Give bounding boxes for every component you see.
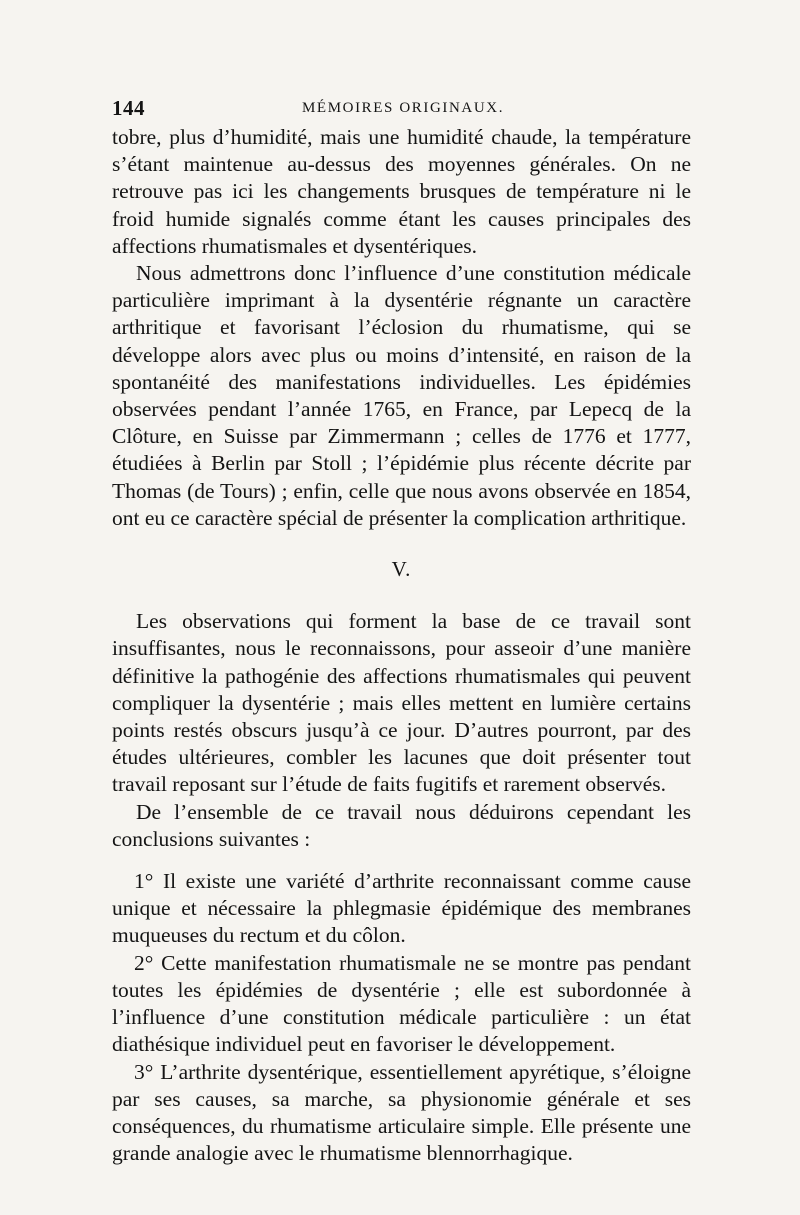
- spacer: [112, 853, 691, 868]
- paragraph-conclusions-intro: De l’ensemble de ce travail nous déduirons cependant les conclusions suivantes :: [112, 799, 691, 851]
- running-head: MÉMOIRES ORIGINAUX.: [302, 100, 505, 116]
- paragraph-continuation: tobre, plus d’humidité, mais une humidité chaude, la température s’étant maintenue au-dessus des moyennes générales. On ne retrouve pas ici les changements brusques de température ni le froid humide signalés comme étant les causes principales des affections rhumatismales et dysentériques.: [112, 125, 691, 258]
- paragraph-constitution: Nous admettrons donc l’influence d’une constitution médicale particulière imprimant à la dysentérie régnante un caractère arthritique et favorisant l’éclosion du rhumatisme, qui se développe alors avec plus ou moins d’intensité, en raison de la spontanéité des manifestations individuelles. Les épidémies observées pendant l’année 1765, en France, par Lepecq de la Clôture, en Suisse par Zimmermann ; celles de 1776 et 1777, étudiées à Berlin par Stoll ; l’épidémie plus récente décrite par Thomas (de Tours) ; enfin, celle que nous avons observée en 1854, ont eu ce caractère spécial de présenter la complication arthritique.: [112, 261, 691, 530]
- page-header: [112, 96, 690, 124]
- conclusion-item-2: 2° Cette manifestation rhumatismale ne se montre pas pendant toutes les épidémies de dysentérie ; elle est subordonnée à l’influence d’une constitution médicale particulière : un état diathésique individuel peut en favoriser le développement.: [112, 950, 691, 1057]
- page-body: [112, 124, 691, 1167]
- paragraph-observations: Les observations qui forment la base de ce travail sont insuffisantes, nous le reconnaissons, pour asseoir d’une manière définitive la pathogénie des affections rhumatismales qui peuvent compliquer la dysentérie ; mais elles mettent en lumière certains points restés obscurs jusqu’à ce jour. D’autres pourront, par des études ultérieures, combler les lacunes que doit présenter tout travail reposant sur l’étude de faits fugitifs et rarement observés.: [112, 609, 691, 797]
- page-number: 144: [112, 96, 145, 120]
- conclusion-item-3: 3° L’arthrite dysentérique, essentiellement apyrétique, s’éloigne par ses causes, sa marche, sa physionomie générale et ses conséquences, du rhumatisme articulaire simple. Elle présente une grande analogie avec le rhumatisme blennorrhagique.: [112, 1059, 691, 1166]
- conclusion-item-1: 1° Il existe une variété d’arthrite reconnaissant comme cause unique et nécessaire la phlegmasie épidémique des membranes muqueuses du rectum et du côlon.: [112, 869, 691, 948]
- section-heading: V.: [391, 557, 412, 582]
